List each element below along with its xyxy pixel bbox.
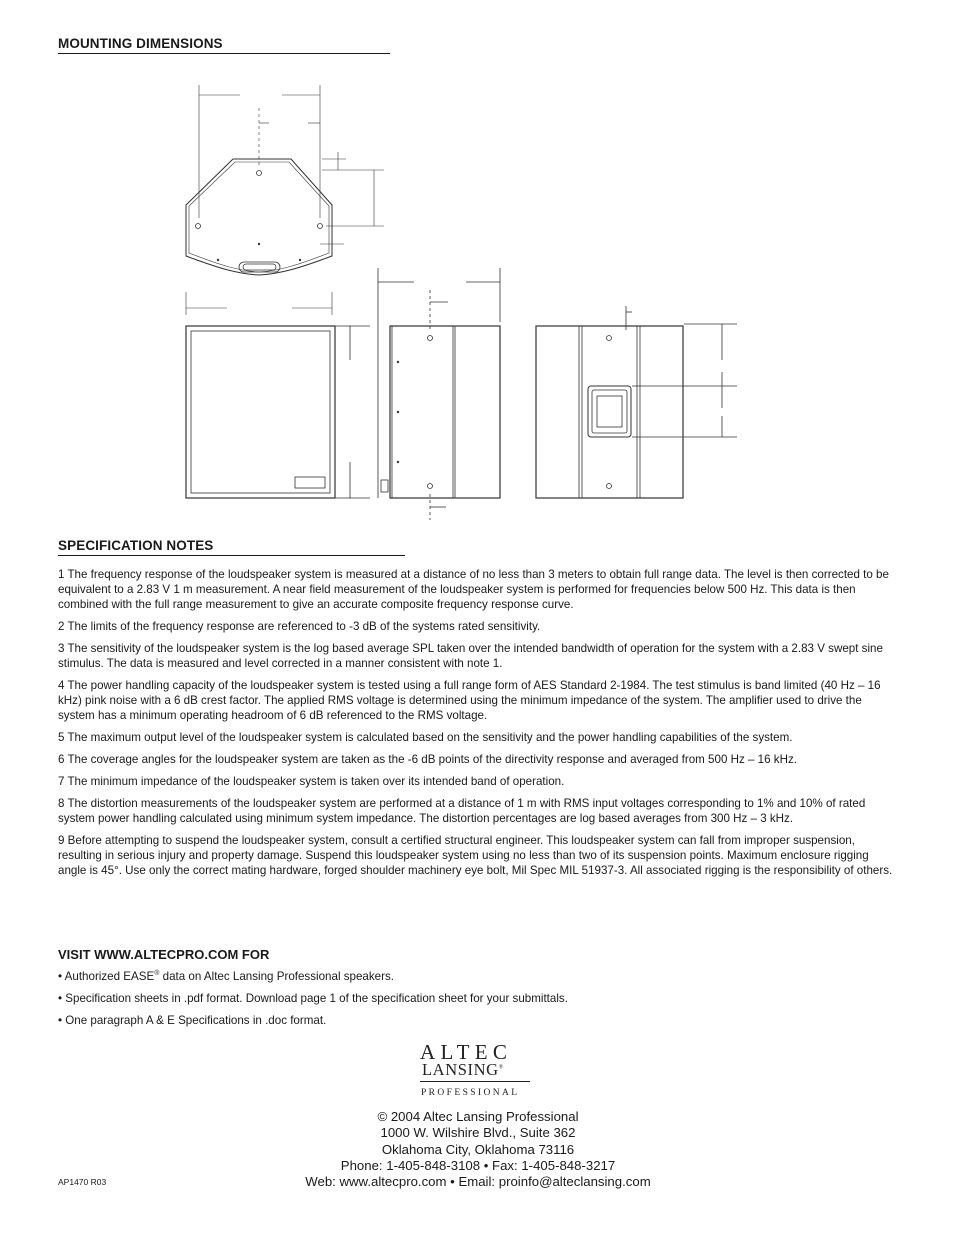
spec-note: 6 The coverage angles for the loudspeaker system are taken as the -6 dB points of the directivity response and averaged from 500 Hz – 16 kHz. <box>58 753 797 766</box>
list-item-text: data on Altec Lansing Professional speakers. <box>159 969 395 983</box>
top-view-dimensions <box>186 85 384 315</box>
logo-registered-mark: ® <box>498 1064 504 1071</box>
top-view-drawing <box>186 159 332 275</box>
spec-note: 5 The maximum output level of the loudspeaker system is calculated based on the sensitivity and the power handling capabilities of the system. <box>58 731 793 744</box>
spec-note: 3 The sensitivity of the loudspeaker system is the log based average SPL taken over the intended bandwidth of operation for the system with a 2.83 V swept sine stimulus. The data is measured and level corrected in a manner consistent with note 1. <box>58 642 883 670</box>
list-item-text: • Authorized EASE <box>58 969 155 983</box>
altec-lansing-logo <box>418 1040 536 1104</box>
specification-notes-heading: SPECIFICATION NOTES <box>58 538 405 556</box>
address-line: 1000 W. Wilshire Blvd., Suite 362 <box>380 1125 576 1141</box>
spec-note: 8 The distortion measurements of the loudspeaker system are performed at a distance of 1 m with RMS input voltages corresponding to 1% and 10% of rated system power handling calculated using minimum system impedance. The distortion percentages are log based averages from 300 Hz – 3 kHz. <box>58 797 866 825</box>
list-item <box>58 1013 900 1028</box>
registered-mark: ® <box>154 970 160 977</box>
mounting-dimensions-drawing <box>0 60 954 530</box>
spec-note: 9 Before attempting to suspend the loudspeaker system, consult a certified structural engineer. This loudspeaker system can fall from improper suspension, resulting in serious injury and property damage. Suspend this loudspeaker system using no less than two of its suspension points. Maximum enclosure rigging angle is 45°. Use only the correct mating hardware, forged shoulder machinery eye bolt, Mil Spec MIL 51937-3. All associated rigging is the responsibility of others. <box>58 834 893 877</box>
spec-note: 7 The minimum impedance of the loudspeaker system is taken over its intended band of operation. <box>58 775 565 788</box>
city-line: Oklahoma City, Oklahoma 73116 <box>381 1141 575 1157</box>
logo-line-altec: ALTEC <box>420 1040 513 1064</box>
list-item-text: • One paragraph A & E Specifications in .doc format. <box>58 1013 327 1027</box>
list-item <box>58 991 900 1006</box>
logo-line-lansing: LANSING® <box>422 1060 504 1079</box>
logo-line-professional: PROFESSIONAL <box>421 1088 520 1098</box>
list-item <box>58 966 900 984</box>
web-email-line: Web: www.altecpro.com • Email: proinfo@alteclansing.com <box>305 1174 651 1190</box>
company-contact-footer <box>240 1109 716 1190</box>
mounting-dimensions-heading: MOUNTING DIMENSIONS <box>58 36 390 54</box>
front-view-drawing <box>186 326 370 498</box>
document-code: AP1470 R03 <box>58 1177 107 1187</box>
logo-divider <box>420 1081 530 1082</box>
side-view-drawing <box>378 268 500 520</box>
copyright-line: © 2004 Altec Lansing Professional <box>377 1109 579 1124</box>
visit-website-heading: VISIT WWW.ALTECPRO.COM FOR <box>58 947 270 962</box>
visit-items-list <box>58 966 900 1035</box>
specification-notes <box>58 567 900 885</box>
phone-fax-line: Phone: 1-405-848-3108 • Fax: 1-405-848-3217 <box>340 1157 616 1173</box>
spec-note: 4 The power handling capacity of the loudspeaker system is tested using a full range form of AES Standard 2-1984. The test stimulus is band limited (40 Hz – 16 kHz) pink noise with a 6 dB crest factor. The applied RMS voltage is determined using the minimum impedance of the system. The amplifier used to drive the system has a minimum operating headroom of 6 dB referenced to the RMS voltage. <box>58 679 881 722</box>
rear-view-drawing <box>536 306 737 498</box>
spec-note: 2 The limits of the frequency response are referenced to -3 dB of the systems rated sensitivity. <box>58 620 541 633</box>
list-item-text: • Specification sheets in .pdf format. Download page 1 of the specification sheet for your submittals. <box>58 991 568 1005</box>
spec-note: 1 The frequency response of the loudspeaker system is measured at a distance of no less than 3 meters to obtain full range data. The level is then corrected to be equivalent to a 2.83 V 1 m measurement. A near field measurement of the loudspeaker system is performed for frequencies below 500 Hz. This data is then combined with the full range measurement to give an accurate composite frequency response curve. <box>58 568 889 611</box>
